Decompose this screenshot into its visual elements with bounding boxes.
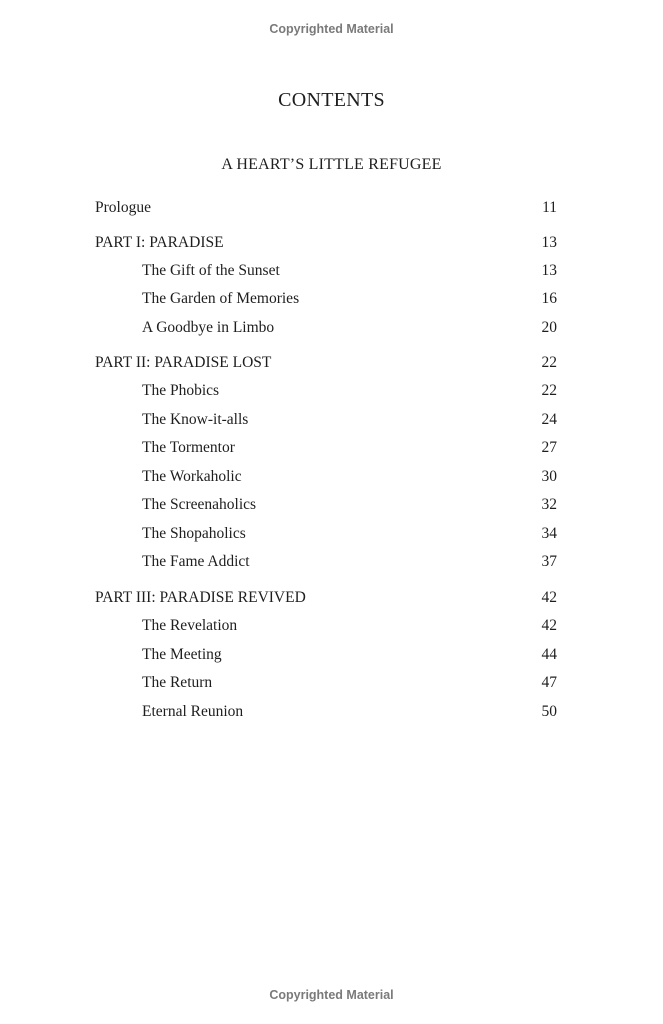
toc-entry-label: The Shopaholics xyxy=(142,525,246,542)
toc-entry-page: 34 xyxy=(541,525,557,542)
toc-entry-page: 16 xyxy=(541,290,557,307)
toc-entry-page: 27 xyxy=(541,439,557,456)
toc-entry xyxy=(95,701,557,723)
toc-entry xyxy=(95,523,557,545)
toc-entry xyxy=(95,615,557,637)
toc-entry xyxy=(95,466,557,488)
toc-entry-label: The Gift of the Sunset xyxy=(142,262,280,279)
toc-entry-page: 30 xyxy=(541,468,557,485)
toc-entry xyxy=(95,672,557,694)
toc-entry-label: The Know-it-alls xyxy=(142,411,249,428)
toc-entry-label: The Return xyxy=(142,674,213,691)
toc-entry xyxy=(95,437,557,459)
toc-entry-page: 50 xyxy=(541,703,557,720)
toc-entry-label: The Revelation xyxy=(142,617,238,634)
toc-entry xyxy=(95,317,557,339)
toc-entry-label: Prologue xyxy=(95,199,151,216)
toc-entry-page: 32 xyxy=(541,496,557,513)
toc-entry-label: A Goodbye in Limbo xyxy=(142,319,275,336)
toc-entry xyxy=(95,288,557,310)
toc-entry-label: The Meeting xyxy=(142,646,222,663)
toc-entry-page: 24 xyxy=(541,411,557,428)
toc-entry-page: 22 xyxy=(541,354,557,371)
toc-entry-label: The Screenaholics xyxy=(142,496,257,513)
toc-entry-page: 11 xyxy=(542,199,557,216)
toc-entry-page: 37 xyxy=(541,553,557,570)
toc-entry-page: 22 xyxy=(541,382,557,399)
toc-part-3 xyxy=(95,587,557,609)
toc-entry xyxy=(95,551,557,573)
toc-entry-prologue xyxy=(95,197,557,219)
toc-entry-label: The Workaholic xyxy=(142,468,242,485)
toc-entry-page: 47 xyxy=(541,674,557,691)
toc-entry xyxy=(95,494,557,516)
copyright-watermark-bottom: Copyrighted Material xyxy=(269,988,394,1002)
toc-entry-page: 44 xyxy=(541,646,557,663)
toc-entry-label: The Garden of Memories xyxy=(142,290,300,307)
toc-part-1 xyxy=(95,232,557,254)
toc-entry-page: 20 xyxy=(541,319,557,336)
toc-entry-page: 13 xyxy=(541,234,557,251)
toc-entry-page: 42 xyxy=(541,617,557,634)
toc-entry xyxy=(95,260,557,282)
toc-entry xyxy=(95,409,557,431)
toc-part-label: PART III: PARADISE REVIVED xyxy=(95,589,306,606)
toc-entry-page: 42 xyxy=(541,589,557,606)
toc-entry-page: 13 xyxy=(541,262,557,279)
toc-entry-label: The Phobics xyxy=(142,382,220,399)
page-title: CONTENTS xyxy=(278,89,385,111)
toc-entry-label: The Fame Addict xyxy=(142,553,250,570)
toc-part-label: PART I: PARADISE xyxy=(95,234,224,251)
copyright-watermark-top: Copyrighted Material xyxy=(269,22,394,36)
toc-entry-label: Eternal Reunion xyxy=(142,703,244,720)
toc-entry xyxy=(95,644,557,666)
toc-part-label: PART II: PARADISE LOST xyxy=(95,354,272,371)
toc-entry-label: The Tormentor xyxy=(142,439,235,456)
toc-part-2 xyxy=(95,352,557,374)
book-title: A HEART’S LITTLE REFUGEE xyxy=(221,156,442,173)
toc-entry xyxy=(95,380,557,402)
